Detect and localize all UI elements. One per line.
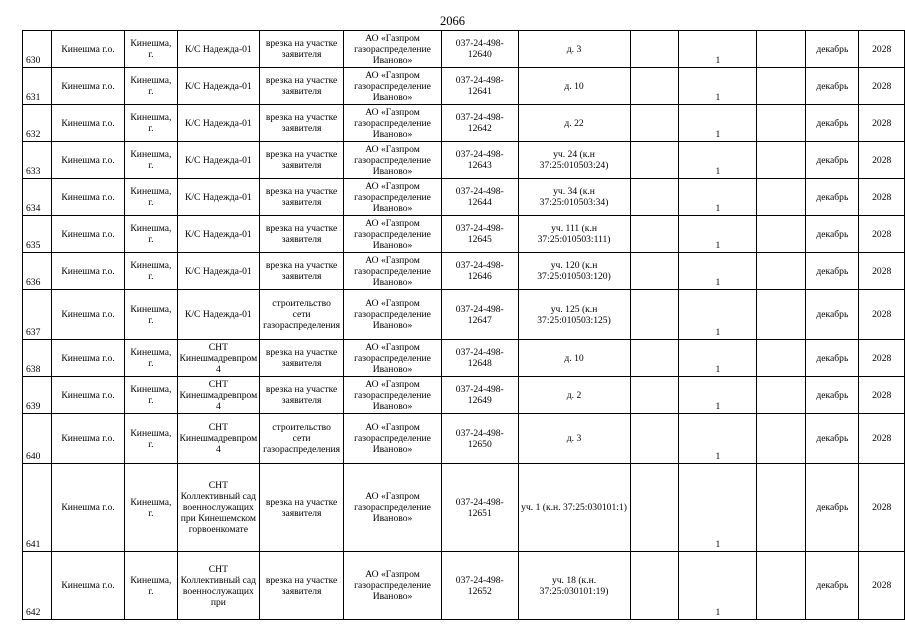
town-cell: Кинешма, г. — [125, 68, 177, 105]
row-number-cell: 631 — [23, 68, 52, 105]
object-name-cell: К/С Надежда-01 — [177, 105, 260, 142]
blank-cell-cell — [757, 105, 806, 142]
work-type-cell: врезка на участке заявителя — [260, 179, 344, 216]
quantity-cell: 1 — [679, 377, 757, 414]
month-cell: декабрь — [806, 414, 859, 464]
record-code-cell: 037-24-498-12650 — [442, 414, 518, 464]
blank-cell-cell — [757, 340, 806, 377]
blank-cell-cell — [630, 68, 679, 105]
year-cell: 2028 — [859, 414, 905, 464]
quantity-cell: 1 — [679, 68, 757, 105]
record-code-cell: 037-24-498-12648 — [442, 340, 518, 377]
object-name-cell: К/С Надежда-01 — [177, 31, 260, 68]
table-row — [23, 552, 905, 620]
row-number-cell: 632 — [23, 105, 52, 142]
blank-cell-cell — [757, 464, 806, 552]
town-cell: Кинешма, г. — [125, 414, 177, 464]
municipality-cell: Кинешма г.о. — [51, 340, 125, 377]
month-cell: декабрь — [806, 377, 859, 414]
address-cell: уч. 120 (к.н 37:25:010503:120) — [518, 253, 630, 290]
quantity-cell: 1 — [679, 216, 757, 253]
quantity-cell: 1 — [679, 552, 757, 620]
month-cell: декабрь — [806, 142, 859, 179]
blank-cell-cell — [630, 340, 679, 377]
town-cell: Кинешма, г. — [125, 31, 177, 68]
organization-cell: АО «Газпром газораспределение Иваново» — [343, 552, 441, 620]
row-number-cell: 634 — [23, 179, 52, 216]
address-cell: уч. 34 (к.н 37:25:010503:34) — [518, 179, 630, 216]
work-type-cell: врезка на участке заявителя — [260, 253, 344, 290]
quantity-cell: 1 — [679, 31, 757, 68]
table-row — [23, 105, 905, 142]
work-type-cell: врезка на участке заявителя — [260, 68, 344, 105]
blank-cell-cell — [630, 142, 679, 179]
row-number-cell: 630 — [23, 31, 52, 68]
work-type-cell: строительство сети газораспределения — [260, 414, 344, 464]
work-type-cell: врезка на участке заявителя — [260, 216, 344, 253]
address-cell: уч. 24 (к.н 37:25:010503:24) — [518, 142, 630, 179]
month-cell: декабрь — [806, 105, 859, 142]
row-number-cell: 640 — [23, 414, 52, 464]
table-row — [23, 142, 905, 179]
table-row — [23, 290, 905, 340]
municipality-cell: Кинешма г.о. — [51, 414, 125, 464]
year-cell: 2028 — [859, 290, 905, 340]
month-cell: декабрь — [806, 552, 859, 620]
address-cell: д. 10 — [518, 68, 630, 105]
blank-cell-cell — [630, 179, 679, 216]
organization-cell: АО «Газпром газораспределение Иваново» — [343, 179, 441, 216]
organization-cell: АО «Газпром газораспределение Иваново» — [343, 31, 441, 68]
record-code-cell: 037-24-498-12640 — [442, 31, 518, 68]
year-cell: 2028 — [859, 552, 905, 620]
record-code-cell: 037-24-498-12647 — [442, 290, 518, 340]
organization-cell: АО «Газпром газораспределение Иваново» — [343, 414, 441, 464]
quantity-cell: 1 — [679, 290, 757, 340]
address-cell: д. 2 — [518, 377, 630, 414]
blank-cell-cell — [757, 253, 806, 290]
work-type-cell: строительство сети газораспределения — [260, 290, 344, 340]
record-code-cell: 037-24-498-12646 — [442, 253, 518, 290]
record-code-cell: 037-24-498-12641 — [442, 68, 518, 105]
municipality-cell: Кинешма г.о. — [51, 290, 125, 340]
address-cell: д. 3 — [518, 31, 630, 68]
table-row — [23, 253, 905, 290]
record-code-cell: 037-24-498-12645 — [442, 216, 518, 253]
year-cell: 2028 — [859, 464, 905, 552]
table-row — [23, 377, 905, 414]
table-row — [23, 179, 905, 216]
record-code-cell: 037-24-498-12649 — [442, 377, 518, 414]
municipality-cell: Кинешма г.о. — [51, 253, 125, 290]
table-row — [23, 414, 905, 464]
blank-cell-cell — [630, 253, 679, 290]
row-number-cell: 637 — [23, 290, 52, 340]
object-name-cell: К/С Надежда-01 — [177, 179, 260, 216]
year-cell: 2028 — [859, 216, 905, 253]
month-cell: декабрь — [806, 340, 859, 377]
work-type-cell: врезка на участке заявителя — [260, 377, 344, 414]
record-code-cell: 037-24-498-12644 — [442, 179, 518, 216]
quantity-cell: 1 — [679, 105, 757, 142]
municipality-cell: Кинешма г.о. — [51, 216, 125, 253]
row-number-cell: 639 — [23, 377, 52, 414]
town-cell: Кинешма, г. — [125, 290, 177, 340]
month-cell: декабрь — [806, 68, 859, 105]
year-cell: 2028 — [859, 142, 905, 179]
year-cell: 2028 — [859, 179, 905, 216]
table-body — [23, 31, 905, 620]
year-cell: 2028 — [859, 105, 905, 142]
quantity-cell: 1 — [679, 142, 757, 179]
work-type-cell: врезка на участке заявителя — [260, 105, 344, 142]
organization-cell: АО «Газпром газораспределение Иваново» — [343, 464, 441, 552]
town-cell: Кинешма, г. — [125, 142, 177, 179]
blank-cell-cell — [757, 216, 806, 253]
record-code-cell: 037-24-498-12652 — [442, 552, 518, 620]
municipality-cell: Кинешма г.о. — [51, 464, 125, 552]
year-cell: 2028 — [859, 31, 905, 68]
organization-cell: АО «Газпром газораспределение Иваново» — [343, 340, 441, 377]
town-cell: Кинешма, г. — [125, 377, 177, 414]
row-number-cell: 641 — [23, 464, 52, 552]
town-cell: Кинешма, г. — [125, 105, 177, 142]
record-code-cell: 037-24-498-12642 — [442, 105, 518, 142]
work-type-cell: врезка на участке заявителя — [260, 464, 344, 552]
blank-cell-cell — [630, 377, 679, 414]
blank-cell-cell — [757, 31, 806, 68]
blank-cell-cell — [757, 179, 806, 216]
row-number-cell: 633 — [23, 142, 52, 179]
town-cell: Кинешма, г. — [125, 464, 177, 552]
object-name-cell: СНТ Коллективный сад военнослужащих при — [177, 552, 260, 620]
row-number-cell: 642 — [23, 552, 52, 620]
object-name-cell: СНТ Кинешмадревпром 4 — [177, 377, 260, 414]
quantity-cell: 1 — [679, 253, 757, 290]
municipality-cell: Кинешма г.о. — [51, 179, 125, 216]
year-cell: 2028 — [859, 340, 905, 377]
month-cell: декабрь — [806, 31, 859, 68]
month-cell: декабрь — [806, 464, 859, 552]
object-name-cell: К/С Надежда-01 — [177, 68, 260, 105]
blank-cell-cell — [757, 68, 806, 105]
address-cell: д. 22 — [518, 105, 630, 142]
year-cell: 2028 — [859, 377, 905, 414]
object-name-cell: СНТ Коллективный сад военнослужащих при Кинешемском горвоенкомате — [177, 464, 260, 552]
object-name-cell: К/С Надежда-01 — [177, 290, 260, 340]
record-code-cell: 037-24-498-12643 — [442, 142, 518, 179]
blank-cell-cell — [630, 290, 679, 340]
year-cell: 2028 — [859, 68, 905, 105]
work-type-cell: врезка на участке заявителя — [260, 142, 344, 179]
table-row — [23, 216, 905, 253]
work-type-cell: врезка на участке заявителя — [260, 31, 344, 68]
object-name-cell: СНТ Кинешмадревпром 4 — [177, 414, 260, 464]
address-cell: уч. 18 (к.н. 37:25:030101:19) — [518, 552, 630, 620]
quantity-cell: 1 — [679, 179, 757, 216]
address-cell: д. 10 — [518, 340, 630, 377]
municipality-cell: Кинешма г.о. — [51, 68, 125, 105]
blank-cell-cell — [630, 414, 679, 464]
town-cell: Кинешма, г. — [125, 216, 177, 253]
object-name-cell: К/С Надежда-01 — [177, 253, 260, 290]
town-cell: Кинешма, г. — [125, 552, 177, 620]
month-cell: декабрь — [806, 290, 859, 340]
work-type-cell: врезка на участке заявителя — [260, 552, 344, 620]
record-code-cell: 037-24-498-12651 — [442, 464, 518, 552]
blank-cell-cell — [757, 377, 806, 414]
blank-cell-cell — [630, 105, 679, 142]
organization-cell: АО «Газпром газораспределение Иваново» — [343, 377, 441, 414]
object-name-cell: СНТ Кинешмадревпром 4 — [177, 340, 260, 377]
blank-cell-cell — [757, 290, 806, 340]
row-number-cell: 638 — [23, 340, 52, 377]
work-type-cell: врезка на участке заявителя — [260, 340, 344, 377]
object-name-cell: К/С Надежда-01 — [177, 216, 260, 253]
organization-cell: АО «Газпром газораспределение Иваново» — [343, 105, 441, 142]
quantity-cell: 1 — [679, 340, 757, 377]
blank-cell-cell — [630, 464, 679, 552]
municipality-cell: Кинешма г.о. — [51, 31, 125, 68]
municipality-cell: Кинешма г.о. — [51, 552, 125, 620]
quantity-cell: 1 — [679, 414, 757, 464]
organization-cell: АО «Газпром газораспределение Иваново» — [343, 216, 441, 253]
blank-cell-cell — [757, 552, 806, 620]
month-cell: декабрь — [806, 216, 859, 253]
organization-cell: АО «Газпром газораспределение Иваново» — [343, 290, 441, 340]
municipality-cell: Кинешма г.о. — [51, 142, 125, 179]
town-cell: Кинешма, г. — [125, 253, 177, 290]
table-row — [23, 340, 905, 377]
municipality-cell: Кинешма г.о. — [51, 105, 125, 142]
address-cell: д. 3 — [518, 414, 630, 464]
organization-cell: АО «Газпром газораспределение Иваново» — [343, 142, 441, 179]
row-number-cell: 636 — [23, 253, 52, 290]
blank-cell-cell — [757, 142, 806, 179]
month-cell: декабрь — [806, 253, 859, 290]
blank-cell-cell — [630, 552, 679, 620]
address-cell: уч. 111 (к.н 37:25:010503:111) — [518, 216, 630, 253]
town-cell: Кинешма, г. — [125, 340, 177, 377]
organization-cell: АО «Газпром газораспределение Иваново» — [343, 68, 441, 105]
address-cell: уч. 1 (к.н. 37:25:030101:1) — [518, 464, 630, 552]
page-number: 2066 — [440, 14, 465, 28]
blank-cell-cell — [630, 31, 679, 68]
table-row — [23, 31, 905, 68]
table-row — [23, 68, 905, 105]
table-row — [23, 464, 905, 552]
object-name-cell: К/С Надежда-01 — [177, 142, 260, 179]
year-cell: 2028 — [859, 253, 905, 290]
address-cell: уч. 125 (к.н 37:25:010503:125) — [518, 290, 630, 340]
month-cell: декабрь — [806, 179, 859, 216]
blank-cell-cell — [757, 414, 806, 464]
town-cell: Кинешма, г. — [125, 179, 177, 216]
row-number-cell: 635 — [23, 216, 52, 253]
municipality-cell: Кинешма г.о. — [51, 377, 125, 414]
quantity-cell: 1 — [679, 464, 757, 552]
organization-cell: АО «Газпром газораспределение Иваново» — [343, 253, 441, 290]
gas-connection-table — [22, 30, 905, 620]
blank-cell-cell — [630, 216, 679, 253]
